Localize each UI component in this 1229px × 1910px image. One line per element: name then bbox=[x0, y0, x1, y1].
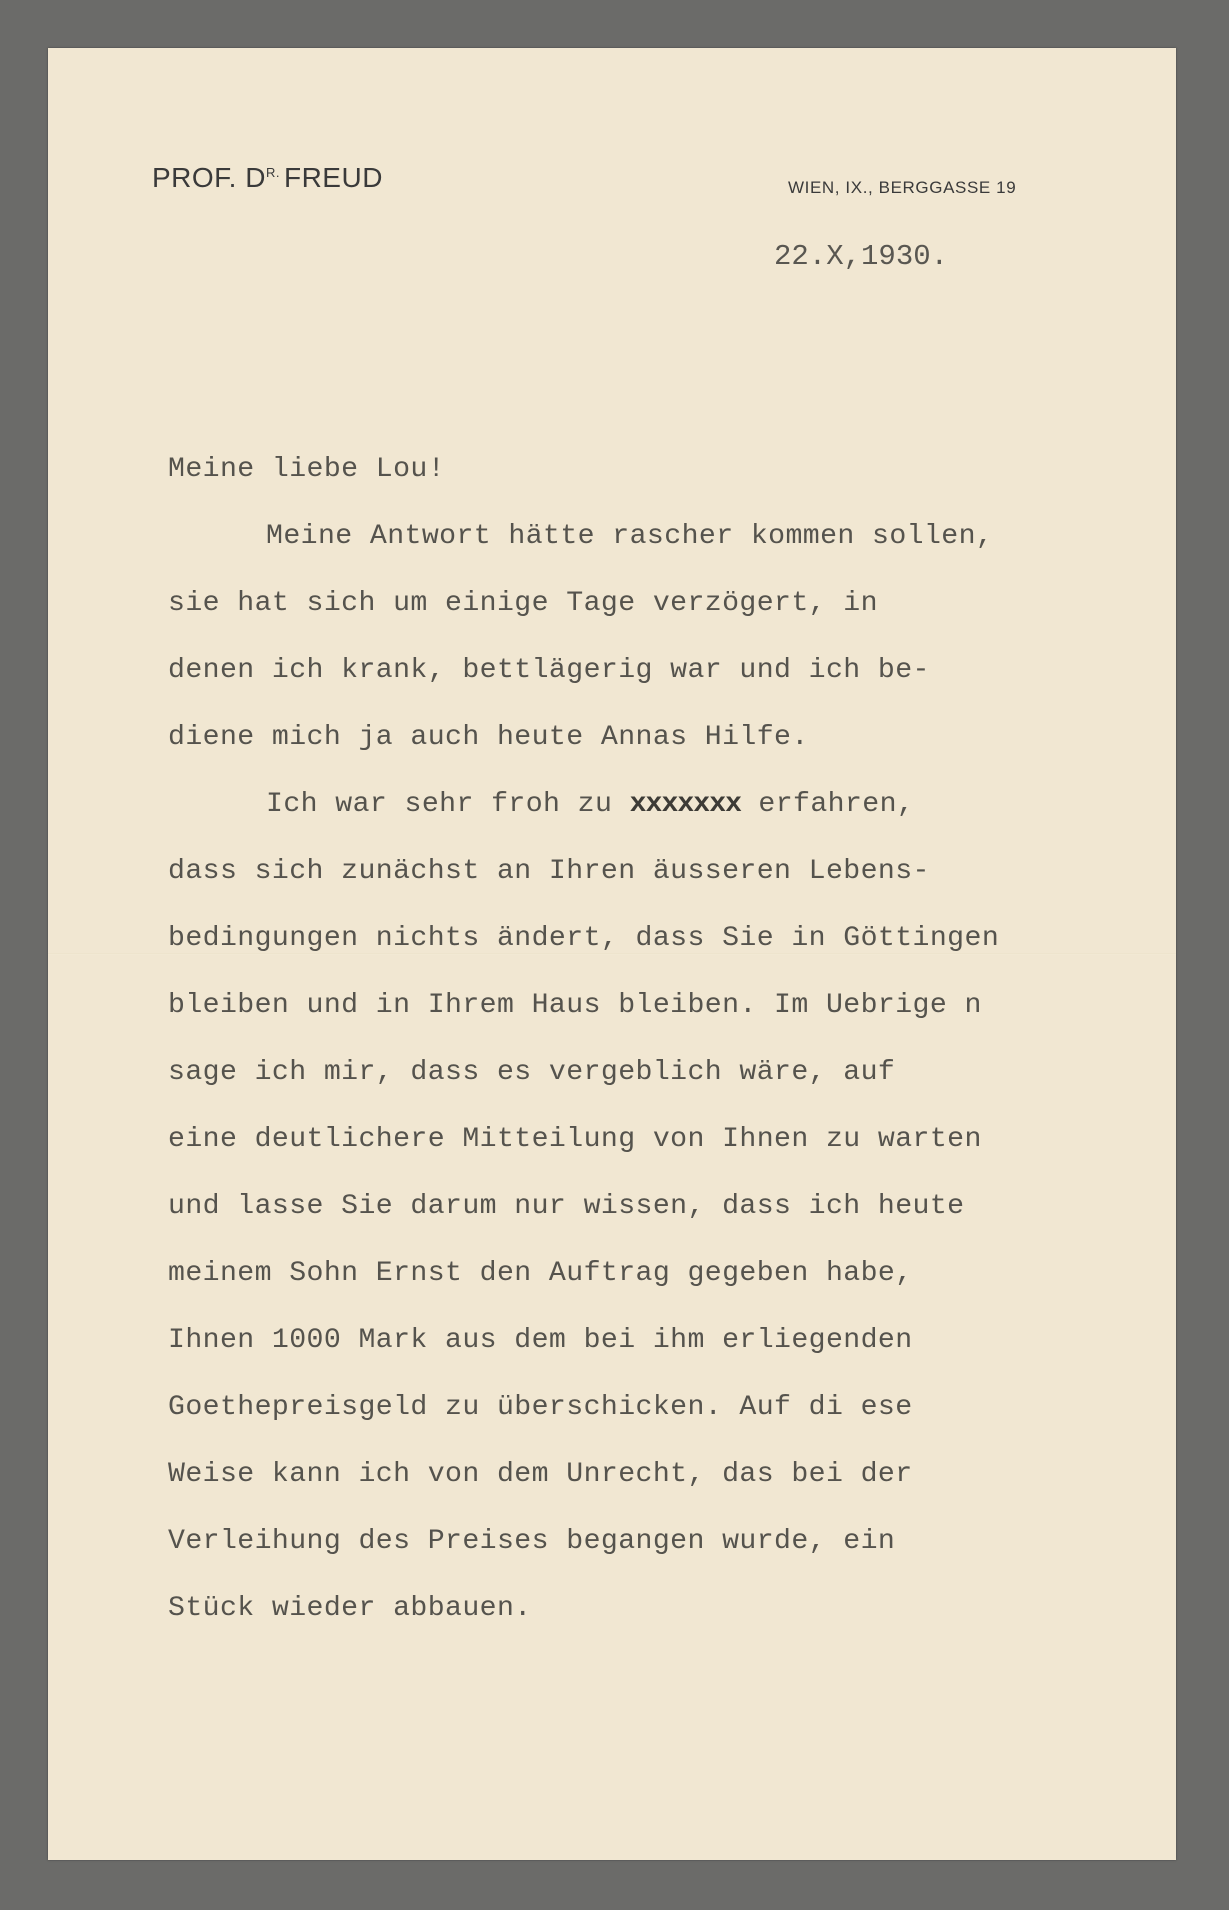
greeting: Meine liebe Lou! bbox=[168, 454, 446, 485]
body-line-start: Ich war sehr froh zu bbox=[266, 789, 613, 820]
letter-date: 22.X,1930. bbox=[774, 240, 949, 273]
struck-out-word: xxxxxxx bbox=[629, 789, 742, 820]
letter-body bbox=[168, 436, 999, 1642]
body-line: meinem Sohn Ernst den Auftrag gegeben habe, bbox=[168, 1258, 913, 1289]
body-line: Goethepreisgeld zu überschicken. Auf di ese bbox=[168, 1392, 913, 1423]
body-line: dass sich zunächst an Ihren äusseren Lebens- bbox=[168, 856, 930, 887]
body-line: bleiben und in Ihrem Haus bleiben. Im Uebrige n bbox=[168, 990, 982, 1021]
body-line: und lasse Sie darum nur wissen, dass ich heute bbox=[168, 1191, 965, 1222]
body-line: eine deutlichere Mitteilung von Ihnen zu warten bbox=[168, 1124, 982, 1155]
letterhead-address: WIEN, IX., BERGGASSE 19 bbox=[788, 178, 1017, 197]
body-line: bedingungen nichts ändert, dass Sie in Göttingen bbox=[168, 923, 1000, 954]
body-line: Verleihung des Preises begangen wurde, ein bbox=[168, 1526, 896, 1557]
letterhead-name bbox=[152, 162, 383, 194]
letter-page bbox=[48, 48, 1176, 1860]
body-line: Meine Antwort hätte rascher kommen sollen, bbox=[266, 521, 994, 552]
letterhead-name-pre: PROF. D bbox=[152, 162, 266, 193]
body-line bbox=[168, 771, 999, 838]
letterhead-name-sup: R. bbox=[265, 165, 280, 180]
body-line: denen ich krank, bettlägerig war und ich be- bbox=[168, 655, 930, 686]
body-line: diene mich ja auch heute Annas Hilfe. bbox=[168, 722, 809, 753]
letterhead-name-post: FREUD bbox=[283, 162, 383, 193]
body-line: sie hat sich um einige Tage verzögert, in bbox=[168, 588, 878, 619]
body-line: Weise kann ich von dem Unrecht, das bei der bbox=[168, 1459, 913, 1490]
body-line: Ihnen 1000 Mark aus dem bei ihm erliegenden bbox=[168, 1325, 913, 1356]
body-line: sage ich mir, dass es vergeblich wäre, auf bbox=[168, 1057, 896, 1088]
body-line: Stück wieder abbauen. bbox=[168, 1593, 532, 1624]
body-line-end: erfahren, bbox=[758, 789, 915, 820]
